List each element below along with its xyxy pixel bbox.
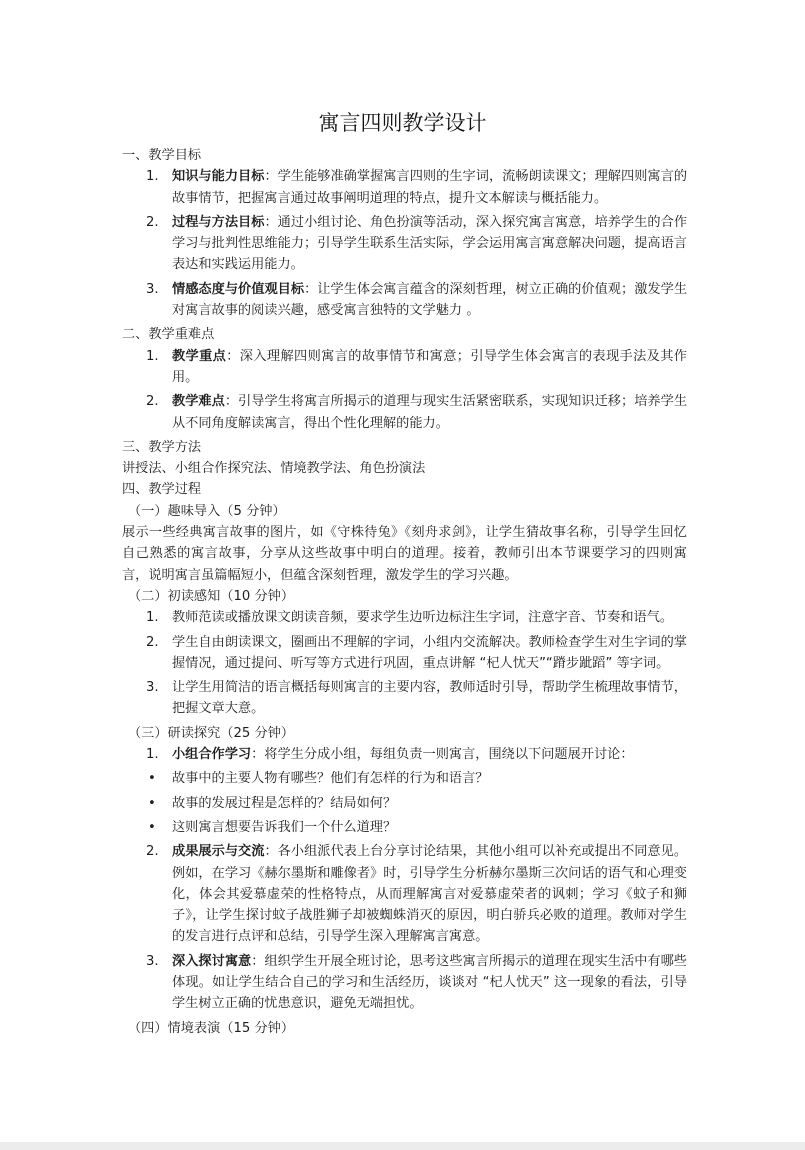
item-label: 情感态度与价值观目标 xyxy=(172,281,305,297)
study-list-continued xyxy=(122,841,687,1014)
document-title: 寓言四则教学设计 xyxy=(318,111,487,135)
list-item xyxy=(122,632,687,675)
item-label: 教学重点 xyxy=(172,348,227,364)
item-label: 小组合作学习 xyxy=(172,747,252,763)
methods-text: 讲授法、小组合作探究法、情境教学法、角色扮演法 xyxy=(122,461,426,477)
list-item xyxy=(122,346,687,389)
list-number: 2. xyxy=(146,394,159,410)
bullet-text: 故事中的主要人物有哪些？他们有怎样的行为和语言？ xyxy=(172,771,489,787)
list-item xyxy=(122,212,687,276)
list-number: 2. xyxy=(146,844,159,860)
bullet-item xyxy=(122,817,687,838)
list-item xyxy=(122,391,687,434)
item-text: ：组织学生开展全班讨论，思考这些寓言所揭示的道理在现实生活中有哪些体现。如让学生结合自己的学习和生活经历，谈谈对 “杞人忧天” 这一现象的看法，引导学生树立正确的忧患意识，避免无端担忧。 xyxy=(172,953,687,1012)
item-text: ：通过小组讨论、角色扮演等活动，深入探究寓言寓意，培养学生的合作学习与批判性思维能力；引导学生联系生活实际，学会运用寓言寓意解决问题，提高语言表达和实践运用能力。 xyxy=(172,214,688,273)
list-number: 3. xyxy=(146,281,159,297)
item-text: ：让学生体会寓言蕴含的深刻哲理，树立正确的价值观；激发学生对寓言故事的阅读兴趣，感受寓言独特的文学魅力 。 xyxy=(172,281,688,319)
item-text: ：各小组派代表上台分享讨论结果，其他小组可以补充或提出不同意见。例如，在学习《赫尔墨斯和雕像者》时，引导学生分析赫尔墨斯三次问话的语气和心理变化，体会其爱慕虚荣的性格特点，从而理解寓言对爱慕虚荣者的讽刺；学习《蚊子和狮子》，让学生探讨蚊子战胜狮子却被蜘蛛消灭的原因，明白骄兵必败的道理。教师对学生的发言进行点评和总结，引导学生深入理解寓言寓意。 xyxy=(172,844,688,945)
subsection-heading-study: （三）研读探究（25 分钟） xyxy=(128,725,295,741)
key-points-list xyxy=(122,346,687,434)
bullet-dot: • xyxy=(148,771,156,787)
subsection-heading-intro: （一）趣味导入（5 分钟） xyxy=(128,503,286,519)
item-text: ：引导学生将寓言所揭示的道理与现实生活紧密联系，实现知识迁移；培养学生从不同角度解读寓言，得出个性化理解的能力。 xyxy=(172,394,688,431)
list-item xyxy=(122,607,687,628)
item-text: 学生自由朗读课文，圈画出不理解的字词，小组内交流解决。教师检查学生对生字词的掌握情况，通过提问、听写等方式进行巩固，重点讲解 “杞人忧天”“蹐步跐蹈” 等字词。 xyxy=(172,634,687,671)
list-item xyxy=(122,677,687,720)
list-item xyxy=(122,951,687,1015)
objectives-list xyxy=(122,166,687,321)
subsection-heading-first-reading: （二）初读感知（10 分钟） xyxy=(128,588,295,604)
intro-paragraph: 展示一些经典寓言故事的图片，如《守株待兔》《刻舟求剑》，让学生猜故事名称，引导学生回忆自己熟悉的寓言故事，分享从这些故事中明白的道理。接着，教师引出本节课要学习的四则寓言，说明寓言虽篇幅短小，但蕴含深刻哲理，激发学生的学习兴趣。 xyxy=(122,525,687,583)
bullet-item xyxy=(122,768,687,789)
discussion-questions xyxy=(122,768,687,838)
list-number: 1. xyxy=(146,610,159,626)
bullet-text: 故事的发展过程是怎样的？结局如何？ xyxy=(172,795,397,811)
list-item xyxy=(122,279,687,322)
section-heading-objectives: 一、教学目标 xyxy=(122,148,202,163)
first-reading-list xyxy=(122,607,687,719)
item-text: 教师范读或播放课文朗读音频，要求学生边听边标注生字词，注意字音、节奏和语气。 xyxy=(172,610,674,626)
item-text: ：深入理解四则寓言的故事情节和寓意；引导学生体会寓言的表现手法及其作用。 xyxy=(172,348,687,385)
item-label: 过程与方法目标 xyxy=(172,214,265,230)
item-text: ：学生能够准确掌握寓言四则的生字词，流畅朗读课文；理解四则寓言的故事情节，把握寓言通过故事阐明道理的特点，提升文本解读与概括能力。 xyxy=(172,169,688,206)
item-text: ：将学生分成小组，每组负责一则寓言，围绕以下问题展开讨论： xyxy=(251,747,634,763)
bullet-text: 这则寓言想要告诉我们一个什么道理？ xyxy=(172,819,397,835)
item-label: 教学难点 xyxy=(172,394,225,410)
list-number: 2. xyxy=(146,634,159,650)
item-text: 让学生用简洁的语言概括每则寓言的主要内容，教师适时引导，帮助学生梳理故事情节，把握文章大意。 xyxy=(172,680,687,717)
subsection-heading-performance: （四）情境表演（15 分钟） xyxy=(128,1020,295,1036)
bullet-item xyxy=(122,793,687,814)
bullet-dot: • xyxy=(148,795,156,811)
list-number: 3. xyxy=(146,680,159,696)
list-number: 1. xyxy=(146,747,159,763)
bullet-dot: • xyxy=(148,819,156,835)
list-number: 1. xyxy=(146,169,159,185)
list-number: 1. xyxy=(146,348,159,364)
list-item xyxy=(122,841,687,947)
page-bottom-edge xyxy=(0,1142,805,1150)
list-number: 3. xyxy=(146,953,159,969)
study-list xyxy=(122,744,687,765)
item-label: 成果展示与交流 xyxy=(172,844,265,860)
item-label: 知识与能力目标 xyxy=(172,169,265,185)
list-item xyxy=(122,744,687,765)
list-item xyxy=(122,166,687,209)
section-heading-key-points: 二、教学重难点 xyxy=(122,327,215,343)
document-body xyxy=(122,145,687,1039)
item-label: 深入探讨寓意 xyxy=(172,953,252,969)
section-heading-methods: 三、教学方法 xyxy=(122,439,202,455)
section-heading-process: 四、教学过程 xyxy=(122,482,202,498)
list-number: 2. xyxy=(146,214,159,230)
